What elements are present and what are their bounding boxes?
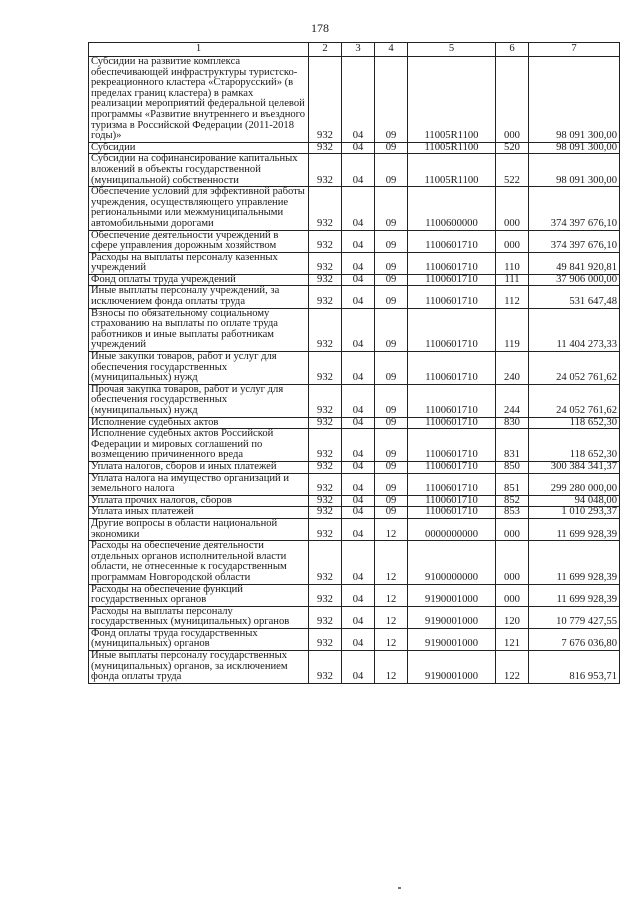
amount: 374 397 676,10 bbox=[529, 187, 620, 230]
expense-type-code: 000 bbox=[496, 584, 529, 606]
section-code: 04 bbox=[342, 308, 375, 351]
amount: 1 010 293,37 bbox=[529, 507, 620, 519]
expense-type-code: 853 bbox=[496, 507, 529, 519]
target-item-code: 1100601710 bbox=[408, 473, 496, 495]
table-row bbox=[89, 252, 620, 274]
ministry-code: 932 bbox=[309, 274, 342, 286]
table-row bbox=[89, 352, 620, 385]
target-item-code: 9190001000 bbox=[408, 628, 496, 650]
table-row bbox=[89, 541, 620, 584]
table-row bbox=[89, 57, 620, 143]
table-row bbox=[89, 507, 620, 519]
header-col-3: 3 bbox=[342, 43, 375, 57]
expense-type-code: 000 bbox=[496, 541, 529, 584]
expense-name: Расходы на обеспечение деятельности отдельных органов исполнительной власти области, не отнесенные к государственным программам Новгородской области bbox=[89, 541, 309, 584]
target-item-code: 9190001000 bbox=[408, 651, 496, 684]
subsection-code: 12 bbox=[375, 541, 408, 584]
expense-name: Взносы по обязательному социальному страхованию на выплаты по оплате труда работников и иные выплаты работникам учреждений bbox=[89, 308, 309, 351]
subsection-code: 09 bbox=[375, 507, 408, 519]
section-code: 04 bbox=[342, 230, 375, 252]
header-col-6: 6 bbox=[496, 43, 529, 57]
section-code: 04 bbox=[342, 584, 375, 606]
subsection-code: 09 bbox=[375, 230, 408, 252]
table-body bbox=[89, 57, 620, 684]
target-item-code: 1100601710 bbox=[408, 308, 496, 351]
subsection-code: 09 bbox=[375, 57, 408, 143]
amount: 531 647,48 bbox=[529, 286, 620, 308]
ministry-code: 932 bbox=[309, 142, 342, 154]
section-code: 04 bbox=[342, 417, 375, 429]
amount: 94 048,00 bbox=[529, 495, 620, 507]
expense-type-code: 110 bbox=[496, 252, 529, 274]
subsection-code: 09 bbox=[375, 308, 408, 351]
amount: 11 699 928,39 bbox=[529, 541, 620, 584]
ministry-code: 932 bbox=[309, 417, 342, 429]
ministry-code: 932 bbox=[309, 461, 342, 473]
ministry-code: 932 bbox=[309, 286, 342, 308]
subsection-code: 12 bbox=[375, 628, 408, 650]
target-item-code: 11005R1100 bbox=[408, 57, 496, 143]
section-code: 04 bbox=[342, 142, 375, 154]
expense-type-code: 851 bbox=[496, 473, 529, 495]
table-row bbox=[89, 495, 620, 507]
table-row bbox=[89, 154, 620, 187]
section-code: 04 bbox=[342, 429, 375, 462]
table-row bbox=[89, 142, 620, 154]
target-item-code: 1100601710 bbox=[408, 286, 496, 308]
amount: 374 397 676,10 bbox=[529, 230, 620, 252]
ministry-code: 932 bbox=[309, 628, 342, 650]
expense-type-code: 119 bbox=[496, 308, 529, 351]
target-item-code: 0000000000 bbox=[408, 518, 496, 540]
scan-dot bbox=[398, 887, 401, 889]
expense-type-code: 831 bbox=[496, 429, 529, 462]
section-code: 04 bbox=[342, 518, 375, 540]
section-code: 04 bbox=[342, 495, 375, 507]
section-code: 04 bbox=[342, 154, 375, 187]
target-item-code: 11005R1100 bbox=[408, 142, 496, 154]
expense-name: Субсидии на софинансирование капитальных вложений в объекты государственной (муниципальной) собственности bbox=[89, 154, 309, 187]
subsection-code: 09 bbox=[375, 154, 408, 187]
expense-name: Расходы на обеспечение функций государственных органов bbox=[89, 584, 309, 606]
subsection-code: 09 bbox=[375, 429, 408, 462]
target-item-code: 1100601710 bbox=[408, 495, 496, 507]
subsection-code: 09 bbox=[375, 252, 408, 274]
section-code: 04 bbox=[342, 473, 375, 495]
ministry-code: 932 bbox=[309, 473, 342, 495]
amount: 118 652,30 bbox=[529, 417, 620, 429]
expense-type-code: 122 bbox=[496, 651, 529, 684]
target-item-code: 11005R1100 bbox=[408, 154, 496, 187]
header-col-7: 7 bbox=[529, 43, 620, 57]
expense-type-code: 000 bbox=[496, 187, 529, 230]
subsection-code: 09 bbox=[375, 417, 408, 429]
section-code: 04 bbox=[342, 507, 375, 519]
ministry-code: 932 bbox=[309, 541, 342, 584]
expense-name: Исполнение судебных актов bbox=[89, 417, 309, 429]
expense-name: Уплата налога на имущество организаций и земельного налога bbox=[89, 473, 309, 495]
expense-type-code: 852 bbox=[496, 495, 529, 507]
subsection-code: 09 bbox=[375, 352, 408, 385]
subsection-code: 09 bbox=[375, 384, 408, 417]
page-number: 178 bbox=[311, 21, 329, 35]
amount: 11 699 928,39 bbox=[529, 584, 620, 606]
budget-table bbox=[88, 42, 620, 684]
header-col-5: 5 bbox=[408, 43, 496, 57]
subsection-code: 09 bbox=[375, 142, 408, 154]
expense-type-code: 522 bbox=[496, 154, 529, 187]
target-item-code: 1100601710 bbox=[408, 507, 496, 519]
target-item-code: 1100601710 bbox=[408, 384, 496, 417]
section-code: 04 bbox=[342, 252, 375, 274]
ministry-code: 932 bbox=[309, 606, 342, 628]
header-col-4: 4 bbox=[375, 43, 408, 57]
amount: 98 091 300,00 bbox=[529, 142, 620, 154]
table-row bbox=[89, 384, 620, 417]
expense-name: Фонд оплаты труда государственных (муниципальных) органов bbox=[89, 628, 309, 650]
ministry-code: 932 bbox=[309, 518, 342, 540]
expense-name: Фонд оплаты труда учреждений bbox=[89, 274, 309, 286]
amount: 816 953,71 bbox=[529, 651, 620, 684]
table-row bbox=[89, 461, 620, 473]
subsection-code: 09 bbox=[375, 495, 408, 507]
expense-type-code: 000 bbox=[496, 57, 529, 143]
table-row bbox=[89, 606, 620, 628]
ministry-code: 932 bbox=[309, 252, 342, 274]
target-item-code: 1100601710 bbox=[408, 274, 496, 286]
table-row bbox=[89, 417, 620, 429]
subsection-code: 09 bbox=[375, 274, 408, 286]
section-code: 04 bbox=[342, 352, 375, 385]
ministry-code: 932 bbox=[309, 495, 342, 507]
subsection-code: 12 bbox=[375, 651, 408, 684]
target-item-code: 1100601710 bbox=[408, 429, 496, 462]
subsection-code: 09 bbox=[375, 187, 408, 230]
expense-name: Прочая закупка товаров, работ и услуг для обеспечения государственных (муниципальных) нужд bbox=[89, 384, 309, 417]
section-code: 04 bbox=[342, 606, 375, 628]
ministry-code: 932 bbox=[309, 230, 342, 252]
amount: 37 906 000,00 bbox=[529, 274, 620, 286]
table-row bbox=[89, 286, 620, 308]
expense-type-code: 830 bbox=[496, 417, 529, 429]
amount: 98 091 300,00 bbox=[529, 57, 620, 143]
amount: 300 384 341,37 bbox=[529, 461, 620, 473]
expense-type-code: 120 bbox=[496, 606, 529, 628]
expense-type-code: 111 bbox=[496, 274, 529, 286]
expense-name: Субсидии bbox=[89, 142, 309, 154]
table-row bbox=[89, 473, 620, 495]
table-row bbox=[89, 651, 620, 684]
expense-type-code: 000 bbox=[496, 518, 529, 540]
expense-name: Иные выплаты персоналу учреждений, за исключением фонда оплаты труда bbox=[89, 286, 309, 308]
table-row bbox=[89, 518, 620, 540]
subsection-code: 09 bbox=[375, 461, 408, 473]
ministry-code: 932 bbox=[309, 154, 342, 187]
section-code: 04 bbox=[342, 461, 375, 473]
table-row bbox=[89, 230, 620, 252]
ministry-code: 932 bbox=[309, 651, 342, 684]
section-code: 04 bbox=[342, 187, 375, 230]
expense-type-code: 244 bbox=[496, 384, 529, 417]
section-code: 04 bbox=[342, 628, 375, 650]
subsection-code: 12 bbox=[375, 606, 408, 628]
amount: 98 091 300,00 bbox=[529, 154, 620, 187]
ministry-code: 932 bbox=[309, 384, 342, 417]
target-item-code: 9100000000 bbox=[408, 541, 496, 584]
expense-name: Исполнение судебных актов Российской Федерации и мировых соглашений по возмещению причиненного вреда bbox=[89, 429, 309, 462]
table-row bbox=[89, 274, 620, 286]
target-item-code: 1100601710 bbox=[408, 252, 496, 274]
expense-name: Иные закупки товаров, работ и услуг для обеспечения государственных (муниципальных) нужд bbox=[89, 352, 309, 385]
table-row bbox=[89, 187, 620, 230]
subsection-code: 12 bbox=[375, 518, 408, 540]
target-item-code: 1100601710 bbox=[408, 461, 496, 473]
target-item-code: 9190001000 bbox=[408, 584, 496, 606]
section-code: 04 bbox=[342, 541, 375, 584]
expense-name: Иные выплаты персоналу государственных (муниципальных) органов, за исключением фонда оплаты труда bbox=[89, 651, 309, 684]
expense-type-code: 240 bbox=[496, 352, 529, 385]
amount: 299 280 000,00 bbox=[529, 473, 620, 495]
expense-type-code: 000 bbox=[496, 230, 529, 252]
expense-name: Другие вопросы в области национальной экономики bbox=[89, 518, 309, 540]
table-row bbox=[89, 628, 620, 650]
ministry-code: 932 bbox=[309, 429, 342, 462]
ministry-code: 932 bbox=[309, 308, 342, 351]
expense-name: Расходы на выплаты персоналу казенных учреждений bbox=[89, 252, 309, 274]
expense-name: Обеспечение условий для эффективной работы учреждения, осуществляющего управление региональными или межмуниципальными автомобильными дорогами bbox=[89, 187, 309, 230]
subsection-code: 09 bbox=[375, 286, 408, 308]
subsection-code: 12 bbox=[375, 584, 408, 606]
target-item-code: 1100601710 bbox=[408, 230, 496, 252]
amount: 10 779 427,55 bbox=[529, 606, 620, 628]
amount: 11 699 928,39 bbox=[529, 518, 620, 540]
target-item-code: 1100600000 bbox=[408, 187, 496, 230]
ministry-code: 932 bbox=[309, 507, 342, 519]
section-code: 04 bbox=[342, 384, 375, 417]
section-code: 04 bbox=[342, 651, 375, 684]
expense-type-code: 520 bbox=[496, 142, 529, 154]
expense-type-code: 121 bbox=[496, 628, 529, 650]
expense-name: Уплата прочих налогов, сборов bbox=[89, 495, 309, 507]
expense-name: Обеспечение деятельности учреждений в сфере управления дорожным хозяйством bbox=[89, 230, 309, 252]
expense-name: Субсидии на развитие комплекса обеспечивающей инфраструктуры туристско-рекреационного кластера «Старорусский» (в пределах границ кластера) в рамках реализации мероприятий федеральной целевой программы «Развитие внутреннего и въездного туризма в Российской Федерации (2011-2018 годы)» bbox=[89, 57, 309, 143]
table-row bbox=[89, 308, 620, 351]
ministry-code: 932 bbox=[309, 352, 342, 385]
header-col-1: 1 bbox=[89, 43, 309, 57]
target-item-code: 1100601710 bbox=[408, 417, 496, 429]
header-col-2: 2 bbox=[309, 43, 342, 57]
section-code: 04 bbox=[342, 286, 375, 308]
ministry-code: 932 bbox=[309, 57, 342, 143]
expense-name: Уплата иных платежей bbox=[89, 507, 309, 519]
expense-name: Расходы на выплаты персоналу государственных (муниципальных) органов bbox=[89, 606, 309, 628]
target-item-code: 9190001000 bbox=[408, 606, 496, 628]
amount: 24 052 761,62 bbox=[529, 384, 620, 417]
table-row bbox=[89, 584, 620, 606]
section-code: 04 bbox=[342, 57, 375, 143]
subsection-code: 09 bbox=[375, 473, 408, 495]
amount: 49 841 920,81 bbox=[529, 252, 620, 274]
ministry-code: 932 bbox=[309, 584, 342, 606]
amount: 11 404 273,33 bbox=[529, 308, 620, 351]
amount: 7 676 036,80 bbox=[529, 628, 620, 650]
amount: 24 052 761,62 bbox=[529, 352, 620, 385]
table-row bbox=[89, 429, 620, 462]
amount: 118 652,30 bbox=[529, 429, 620, 462]
target-item-code: 1100601710 bbox=[408, 352, 496, 385]
ministry-code: 932 bbox=[309, 187, 342, 230]
section-code: 04 bbox=[342, 274, 375, 286]
expense-name: Уплата налогов, сборов и иных платежей bbox=[89, 461, 309, 473]
expense-type-code: 112 bbox=[496, 286, 529, 308]
header-row bbox=[89, 43, 620, 57]
expense-type-code: 850 bbox=[496, 461, 529, 473]
